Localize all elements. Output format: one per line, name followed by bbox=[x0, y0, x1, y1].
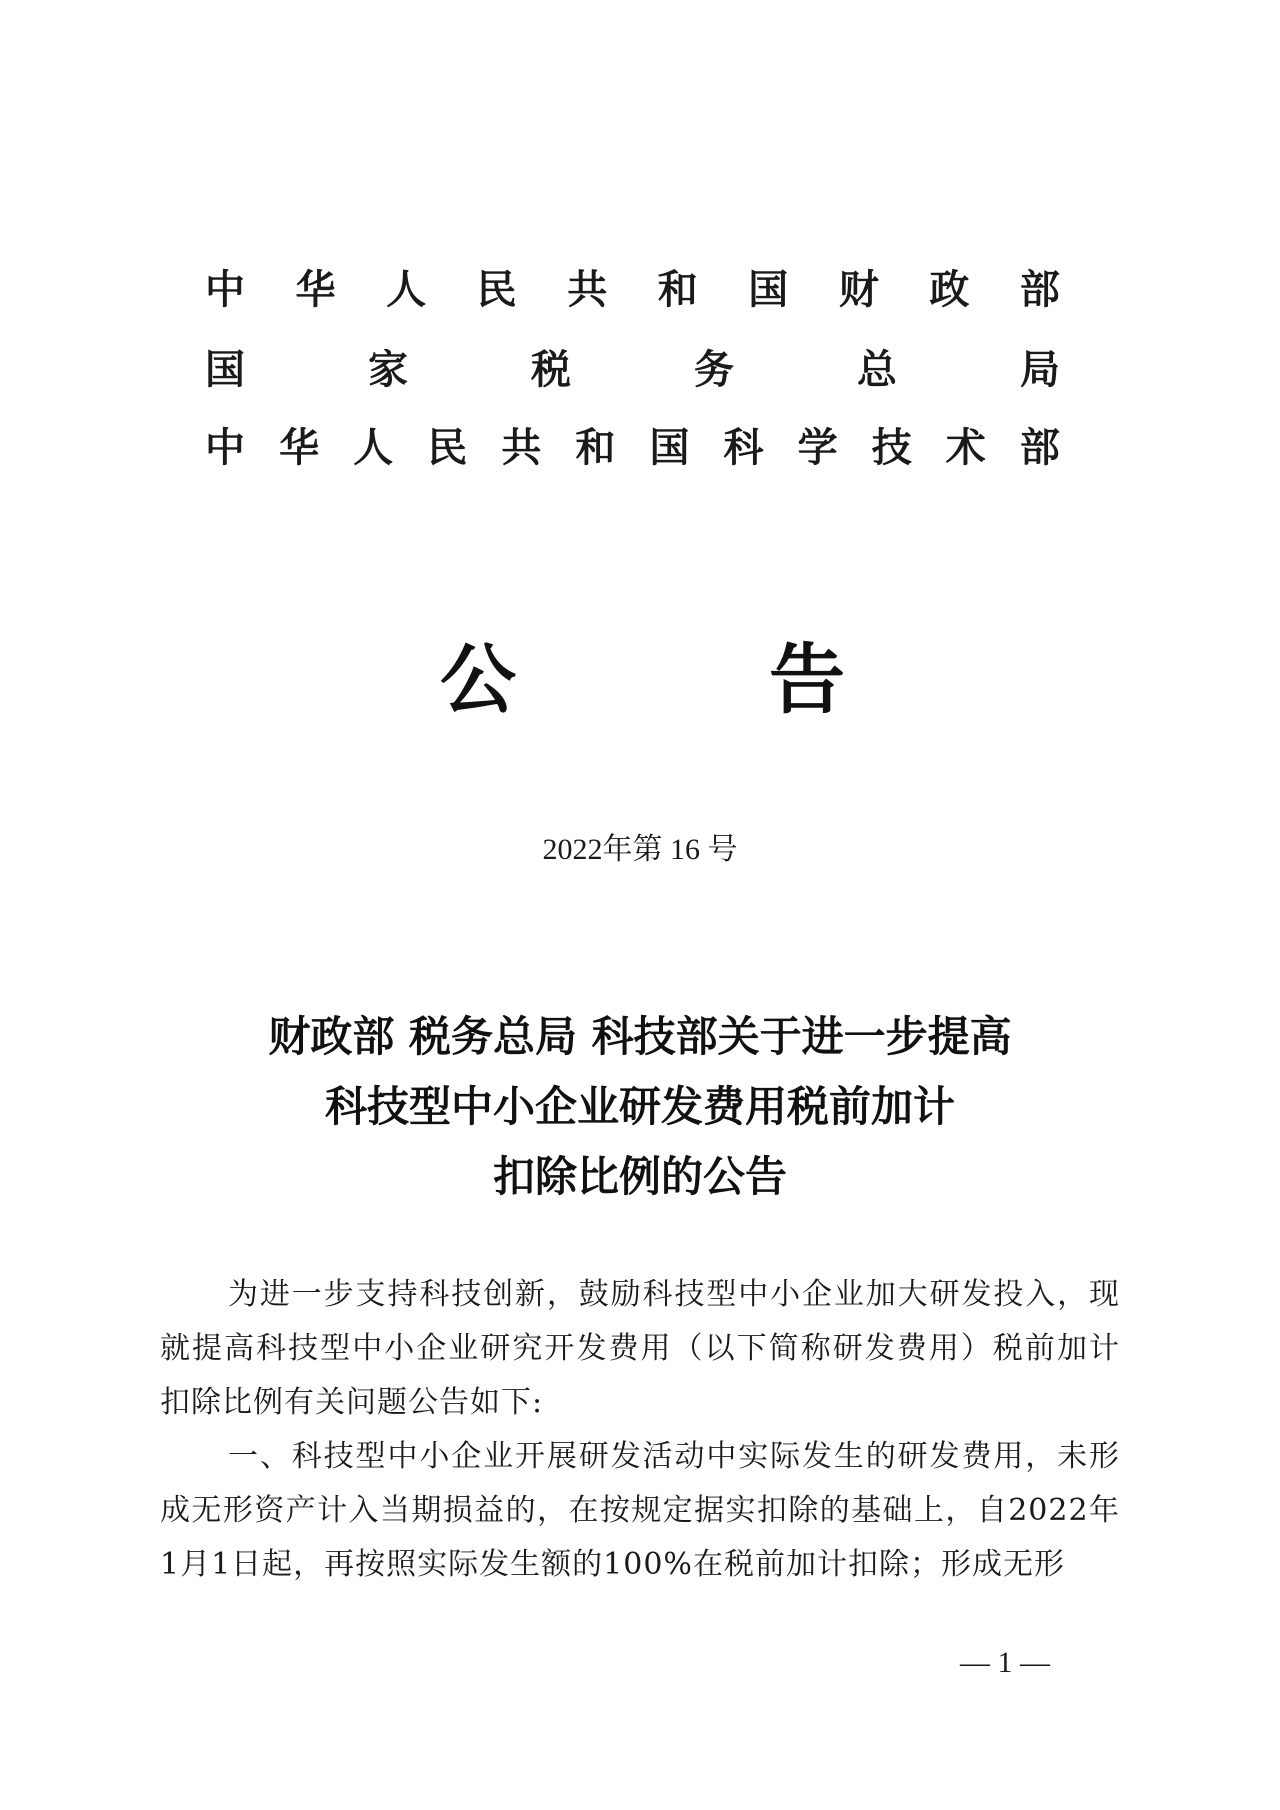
issuer-char: 国 bbox=[205, 347, 245, 393]
issuer-char: 民 bbox=[427, 425, 468, 471]
issuer-char: 财 bbox=[838, 267, 879, 313]
issuer-char: 中 bbox=[205, 267, 245, 313]
body-paragraph-article-1: 一、科技型中小企业开展研发活动中实际发生的研发费用，未形成无形资产计入当期损益的，在按规定据实扣除的基础上，自2022年1月1日起，再按照实际发生额的100%在税前加计扣除；形成无形 bbox=[160, 1439, 1120, 1582]
notice-heading bbox=[440, 635, 845, 725]
document-number: 2022年第 16 号 bbox=[542, 833, 738, 866]
issuer-char: 务 bbox=[694, 347, 734, 393]
title-line: 科技型中小企业研发费用税前加计 bbox=[324, 1082, 955, 1131]
body-paragraph-intro: 为进一步支持科技创新，鼓励科技型中小企业加大研发投入，现就提高科技型中小企业研究开发费用（以下简称研发费用）税前加计扣除比例有关问题公告如下: bbox=[160, 1277, 1120, 1420]
document-title bbox=[0, 1002, 1280, 1212]
issuer-char: 科 bbox=[723, 425, 764, 471]
issuer-char: 政 bbox=[929, 267, 970, 313]
issuer-ministry-of-science-and-technology bbox=[205, 423, 1060, 473]
issuer-char: 国 bbox=[649, 425, 690, 471]
issuer-char: 部 bbox=[1019, 425, 1060, 471]
document-body bbox=[160, 1268, 1120, 1592]
notice-heading-char: 告 bbox=[769, 635, 845, 724]
issuer-char: 家 bbox=[368, 347, 408, 393]
issuer-char: 中 bbox=[205, 425, 245, 471]
issuer-char: 术 bbox=[945, 425, 986, 471]
notice-heading-char: 公 bbox=[440, 635, 516, 724]
issuer-char: 部 bbox=[1019, 267, 1060, 313]
title-line: 财政部 税务总局 科技部关于进一步提高 bbox=[268, 1012, 1012, 1061]
issuer-char: 局 bbox=[1020, 347, 1060, 393]
issuer-ministry-of-finance bbox=[205, 265, 1060, 315]
issuer-char: 和 bbox=[575, 425, 616, 471]
issuer-char: 学 bbox=[797, 425, 838, 471]
title-line: 扣除比例的公告 bbox=[492, 1152, 787, 1201]
page-number: — 1 — bbox=[960, 1646, 1050, 1679]
issuer-char: 国 bbox=[748, 267, 789, 313]
issuer-char: 技 bbox=[871, 425, 912, 471]
issuer-char: 税 bbox=[531, 347, 571, 393]
issuer-char: 人 bbox=[386, 267, 427, 313]
issuer-char: 人 bbox=[353, 425, 394, 471]
issuer-char: 总 bbox=[857, 347, 897, 393]
issuer-char: 共 bbox=[501, 425, 542, 471]
issuer-char: 共 bbox=[567, 267, 608, 313]
issuer-state-taxation-administration bbox=[205, 345, 1060, 395]
issuer-char: 民 bbox=[476, 267, 517, 313]
issuer-char: 和 bbox=[657, 267, 698, 313]
issuer-char: 华 bbox=[279, 425, 320, 471]
issuer-char: 华 bbox=[295, 267, 336, 313]
